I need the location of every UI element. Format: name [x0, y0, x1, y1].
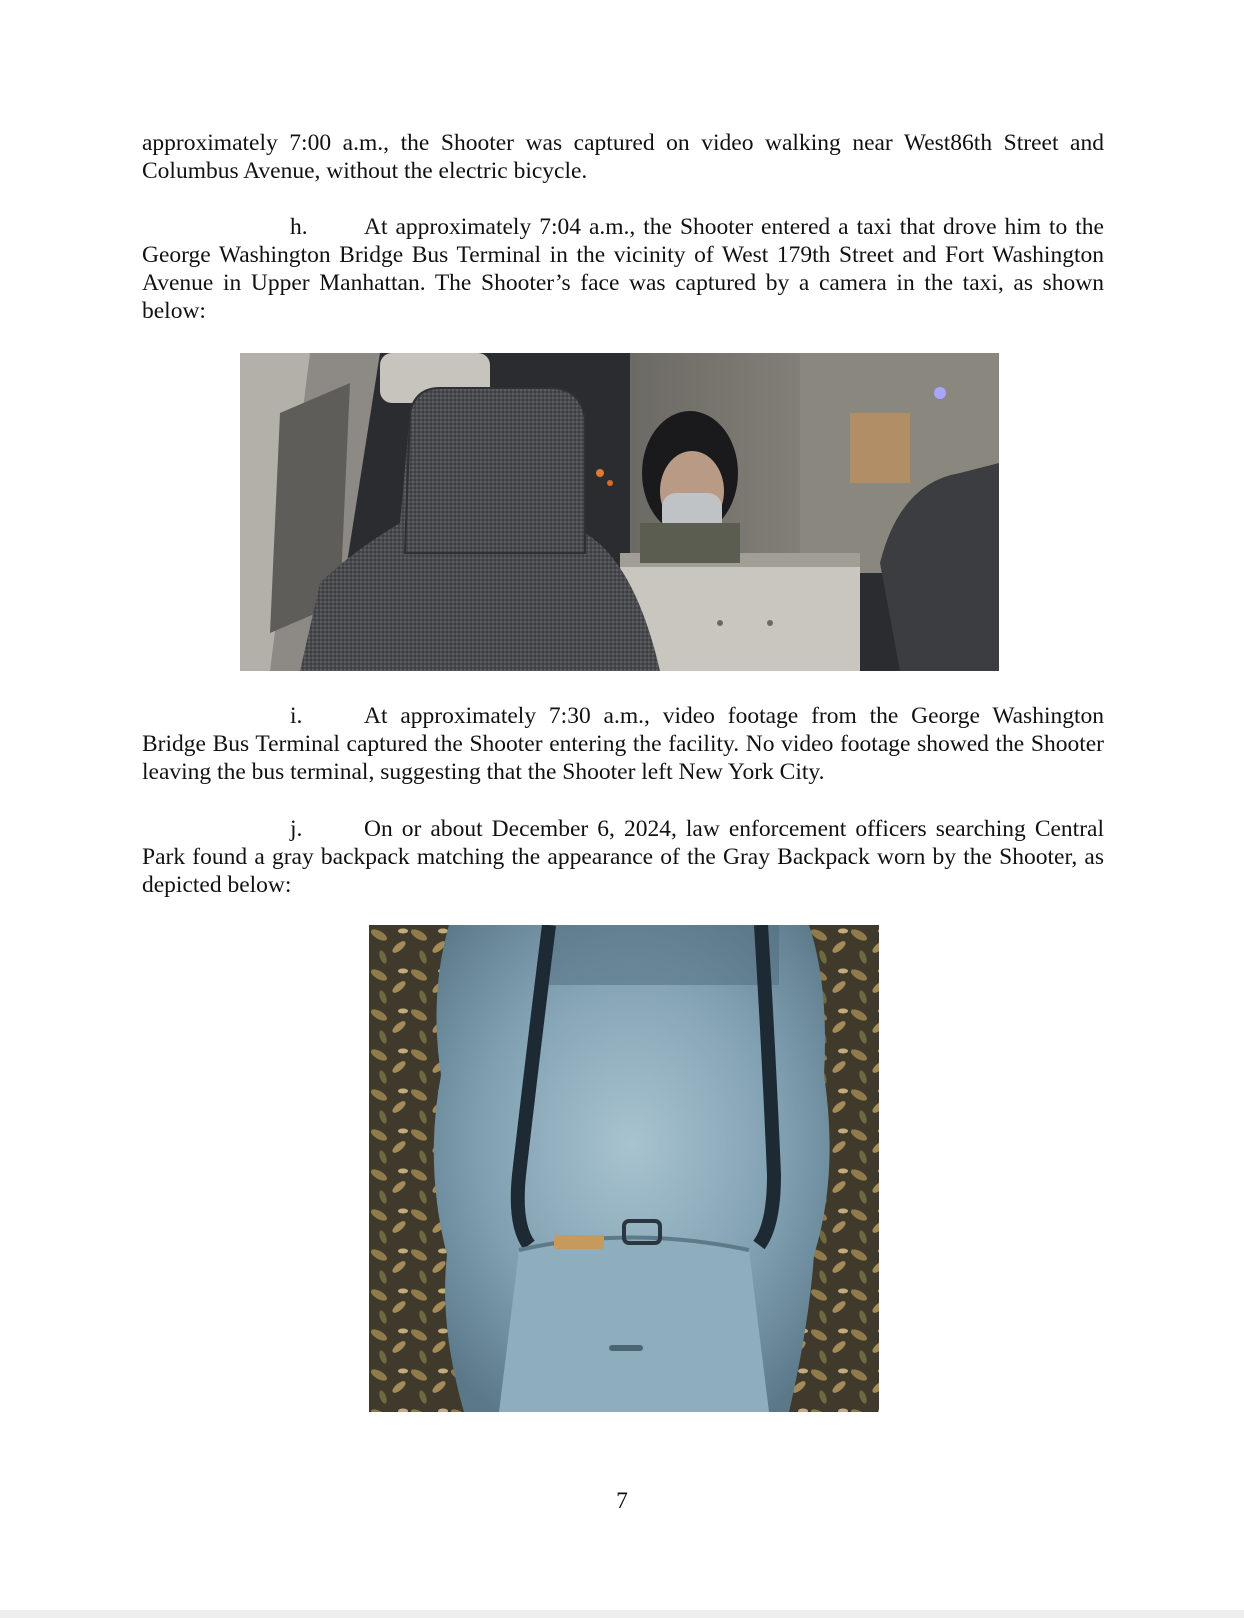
- paragraph-j-text: On or about December 6, 2024, law enforcement officers searching Central Park found a gray backpack matching the appearance of the Gray Backpack worn by the Shooter, as depicted below:: [142, 816, 1104, 898]
- paragraph-h-marker: h.: [290, 214, 308, 240]
- page-number: 7: [616, 1488, 628, 1514]
- paragraph-j: [142, 815, 1104, 899]
- paragraph-g-text: approximately 7:00 a.m., the Shooter was captured on video walking near West86th Street and Columbus Avenue, without the electric bicycle.: [142, 130, 1104, 184]
- paragraph-g: [142, 129, 1104, 185]
- paragraph-j-marker: j.: [290, 816, 303, 842]
- backpack-photo-graphic: [369, 925, 879, 1412]
- taxi-camera-photo-graphic: [240, 353, 999, 671]
- taxi-camera-photo: [240, 353, 999, 671]
- paragraph-i-text: At approximately 7:30 a.m., video footage from the George Washington Bridge Bus Terminal captured the Shooter entering the facility. No video footage showed the Shooter leaving the bus terminal, suggesting that the Shooter left New York City.: [142, 703, 1104, 785]
- paragraph-h: [142, 213, 1104, 325]
- paragraph-i: [142, 702, 1104, 786]
- paragraph-i-marker: i.: [290, 703, 303, 729]
- paragraph-h-text: At approximately 7:04 a.m., the Shooter entered a taxi that drove him to the George Washington Bridge Bus Terminal in the vicinity of West 179th Street and Fort Washington Avenue in Upper Manhattan. The Shooter’s face was captured by a camera in the taxi, as shown below:: [142, 214, 1104, 324]
- backpack-photo: [369, 925, 879, 1412]
- page-bottom-edge: [0, 1610, 1244, 1618]
